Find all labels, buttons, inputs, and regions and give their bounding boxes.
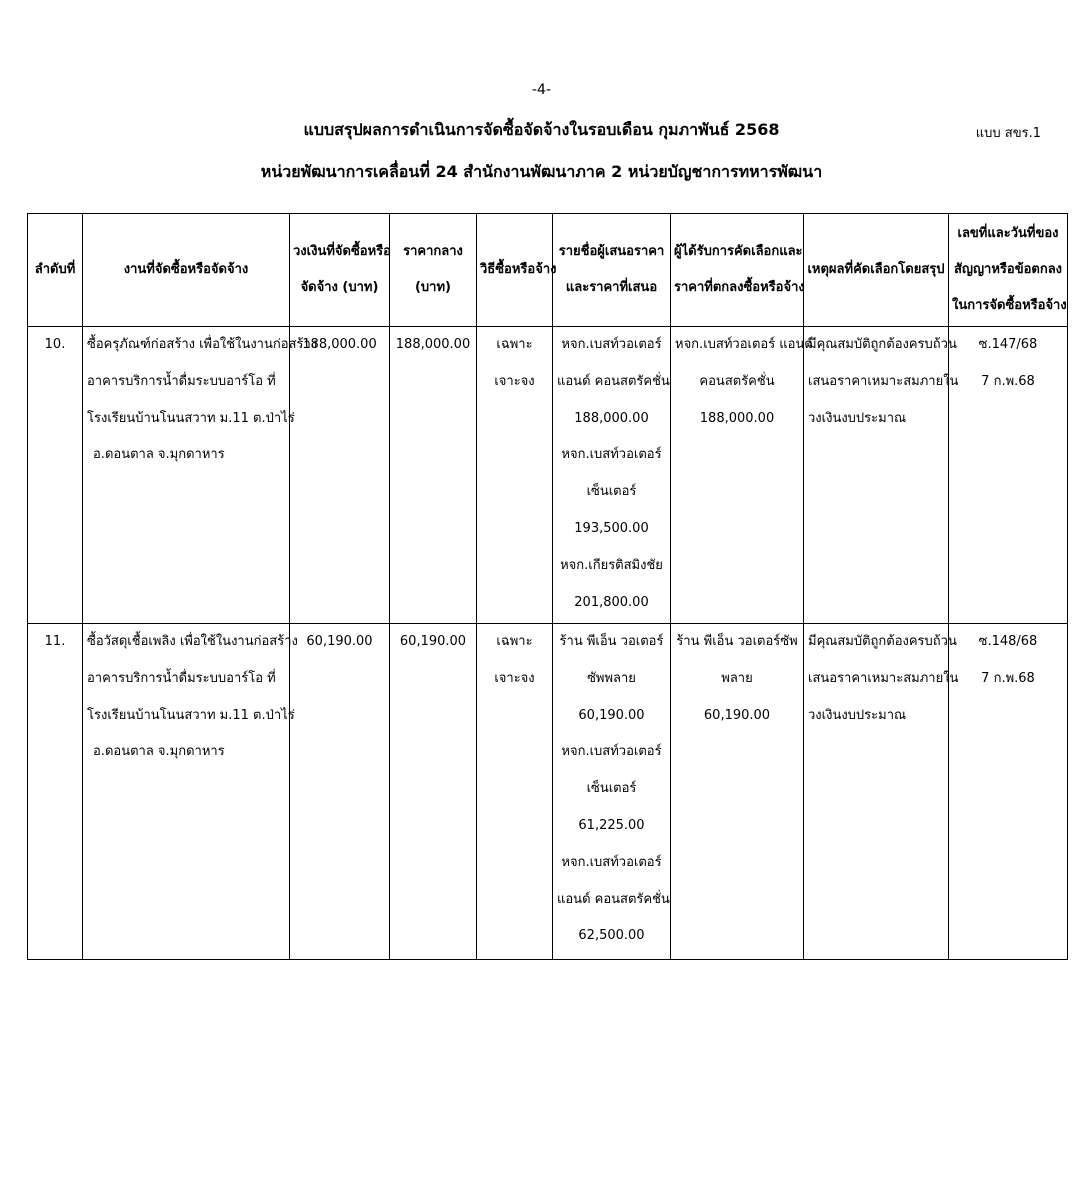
- header-budget: [290, 214, 390, 327]
- cell-line: ลำดับที่: [34, 262, 76, 277]
- cell-line: ซื้อวัสดุเชื้อเพลิง เพื่อใช้ในงานก่อสร้าง: [87, 634, 298, 649]
- cell-line: เหตุผลที่คัดเลือกโดยสรุป: [807, 262, 945, 277]
- cell-seq: 11.: [28, 624, 83, 960]
- cell-line: พลาย: [721, 670, 753, 686]
- cell-line: 188,000.00: [574, 410, 649, 426]
- cell-median-price: 188,000.00: [390, 327, 477, 624]
- header-item: [83, 214, 290, 327]
- cell-line: ราคาที่ตกลงซื้อหรือจ้าง: [674, 280, 805, 295]
- cell-line: อาคารบริการน้ำดื่มระบบอาร์โอ ที่: [87, 373, 276, 389]
- cell-line: 61,225.00: [578, 817, 645, 833]
- page-number: -4-: [531, 82, 551, 98]
- cell-line: ซัพพลาย: [587, 670, 636, 686]
- cell-line: หจก.เบสท์วอเตอร์: [561, 337, 662, 352]
- cell-item: [83, 327, 318, 624]
- cell-line: เสนอราคาเหมาะสมภายใน: [808, 373, 959, 389]
- procurement-summary-table: [27, 213, 1068, 960]
- table-header-row: [28, 214, 1068, 327]
- cell-method: เฉพาะเจาะจง: [477, 327, 553, 624]
- cell-line: งานที่จัดซื้อหรือจัดจ้าง: [123, 262, 249, 277]
- cell-line: วิธีซื้อหรือจ้าง: [480, 262, 557, 277]
- cell-line: ราคากลาง: [403, 244, 463, 259]
- header-method: [477, 214, 557, 327]
- cell-line: มีคุณสมบัติถูกต้องครบถ้วน: [808, 337, 957, 352]
- cell-reason: [804, 624, 959, 960]
- cell-bidders: [553, 624, 671, 960]
- cell-line: ซ.148/68: [978, 634, 1038, 649]
- cell-line: 193,500.00: [574, 520, 649, 536]
- document-subtitle: หน่วยพัฒนาการเคลื่อนที่ 24 สำนักงานพัฒนาภาค 2 หน่วยบัญชาการทหารพัฒนา: [260, 162, 823, 181]
- cell-line: ในการจัดซื้อหรือจ้าง: [952, 298, 1067, 313]
- cell-line: ผู้ได้รับการคัดเลือกและ: [674, 244, 803, 259]
- cell-line: วงเงินงบประมาณ: [808, 410, 907, 426]
- cell-line: 7 ก.พ.68: [981, 670, 1035, 686]
- cell-budget: 188,000.00: [290, 327, 390, 624]
- cell-winner: [671, 327, 813, 624]
- cell-method: เฉพาะเจาะจง: [477, 624, 553, 960]
- cell-bidders: [553, 327, 671, 624]
- cell-line: 60,190.00: [703, 707, 771, 723]
- cell-line: อาคารบริการน้ำดื่มระบบอาร์โอ ที่: [87, 670, 276, 686]
- cell-seq: 10.: [28, 327, 83, 624]
- header-winner: [671, 214, 804, 327]
- header-median-price: [390, 214, 477, 327]
- cell-line: ซ.147/68: [978, 337, 1038, 352]
- cell-line: โรงเรียนบ้านโนนสวาท ม.11 ต.ป่าไร่: [87, 410, 295, 426]
- cell-line: จัดจ้าง (บาท): [300, 280, 379, 295]
- cell-line: วงเงินงบประมาณ: [808, 707, 907, 723]
- cell-line: หจก.เกียรติสมิงชัย: [560, 557, 663, 573]
- cell-line: รายชื่อผู้เสนอราคา: [558, 244, 665, 259]
- document-title: แบบสรุปผลการดำเนินการจัดซื้อจัดจ้างในรอบเดือน กุมภาพันธ์ 2568: [303, 120, 780, 139]
- cell-line: 60,190.00: [578, 707, 645, 723]
- cell-line: อ.ดอนตาล จ.มุกดาหาร: [93, 447, 225, 463]
- cell-winner: [671, 624, 804, 960]
- cell-line: 201,800.00: [574, 594, 649, 610]
- cell-line: หจก.เบสท์วอเตอร์: [561, 447, 662, 463]
- cell-line: มีคุณสมบัติถูกต้องครบถ้วน: [808, 634, 957, 649]
- cell-line: (บาท): [414, 280, 451, 295]
- cell-contract: [949, 624, 1068, 960]
- cell-line: หจก.เบสท์วอเตอร์: [561, 744, 662, 760]
- header-seq: [28, 214, 83, 327]
- header-contract: [949, 214, 1068, 327]
- cell-line: หจก.เบสท์วอเตอร์ แอนด์: [675, 337, 813, 352]
- table-row: [28, 624, 1068, 960]
- cell-median-price: 60,190.00: [390, 624, 477, 960]
- cell-line: เลขที่และวันที่ของ: [957, 226, 1059, 241]
- cell-reason: [804, 327, 959, 624]
- cell-line: 62,500.00: [578, 928, 645, 944]
- cell-line: สัญญาหรือข้อตกลง: [953, 262, 1063, 277]
- cell-line: ซื้อครุภัณฑ์ก่อสร้าง เพื่อใช้ในงานก่อสร้าง: [87, 337, 318, 352]
- cell-line: หจก.เบสท์วอเตอร์: [561, 854, 662, 870]
- cell-budget: 60,190.00: [290, 624, 390, 960]
- cell-line: 7 ก.พ.68: [981, 373, 1035, 389]
- cell-line: เซ็นเตอร์: [586, 781, 637, 797]
- cell-line: 188,000.00: [699, 410, 775, 426]
- table-row: [28, 327, 1068, 624]
- cell-line: โรงเรียนบ้านโนนสวาท ม.11 ต.ป่าไร่: [87, 707, 295, 723]
- cell-line: คอนสตรัคชั่น: [699, 373, 775, 389]
- header-bidders: [553, 214, 671, 327]
- cell-contract: [949, 327, 1068, 624]
- cell-line: อ.ดอนตาล จ.มุกดาหาร: [93, 744, 225, 760]
- cell-line: ร้าน พีเอ็น วอเตอร์: [559, 634, 664, 649]
- form-code: แบบ สขร.1: [975, 126, 1041, 141]
- cell-line: แอนด์ คอนสตรัคชั่น: [557, 891, 670, 907]
- cell-line: เสนอราคาเหมาะสมภายใน: [808, 670, 959, 686]
- cell-item: [83, 624, 298, 960]
- cell-line: เซ็นเตอร์: [586, 484, 637, 500]
- cell-line: และราคาที่เสนอ: [565, 280, 658, 295]
- cell-line: วงเงินที่จัดซื้อหรือ: [293, 244, 391, 259]
- cell-line: ร้าน พีเอ็น วอเตอร์ซัพ: [676, 634, 798, 649]
- header-reason: [804, 214, 949, 327]
- cell-line: แอนด์ คอนสตรัคชั่น: [557, 373, 670, 389]
